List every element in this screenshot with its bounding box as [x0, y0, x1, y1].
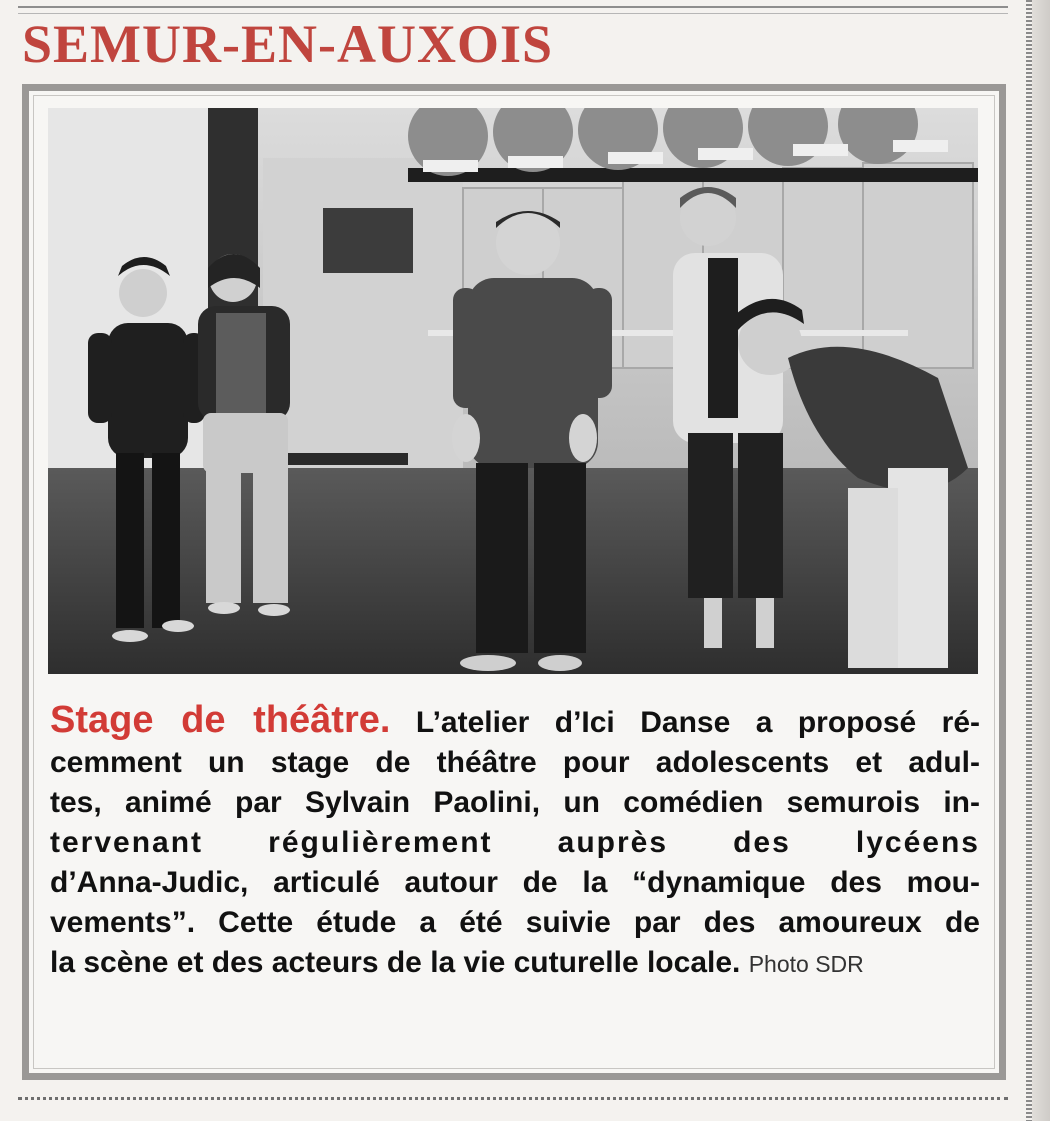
- caption-line-3: tes, animé par Sylvain Paolini, un comédien semurois in-: [50, 786, 980, 819]
- caption-line-2: cemment un stage de théâtre pour adolescents et adul-: [50, 746, 980, 779]
- caption-line-7: [50, 943, 980, 984]
- top-rule: [18, 6, 1008, 14]
- page-edge: [1032, 0, 1050, 1121]
- caption-line-1: [50, 700, 980, 743]
- column-rule: [1026, 0, 1032, 1121]
- bottom-rule: [18, 1097, 1008, 1106]
- article-photo: [48, 108, 978, 674]
- caption-line-7-text: la scène et des acteurs de la vie cuturelle locale.: [50, 946, 741, 979]
- photo-caption: [50, 700, 980, 984]
- caption-line-5: d’Anna-Judic, articulé autour de la “dynamique des mou-: [50, 866, 980, 899]
- caption-line-1-text: L’atelier d’Ici Danse a proposé ré-: [415, 706, 980, 739]
- caption-line-4: tervenant régulièrement auprès des lycéens: [50, 826, 980, 859]
- caption-line-6: vements”. Cette étude a été suivie par des amoureux de: [50, 906, 980, 939]
- section-heading: SEMUR-EN-AUXOIS: [22, 14, 554, 74]
- photo-credit: Photo SDR: [748, 951, 864, 977]
- caption-kicker: Stage de théâtre.: [50, 699, 391, 741]
